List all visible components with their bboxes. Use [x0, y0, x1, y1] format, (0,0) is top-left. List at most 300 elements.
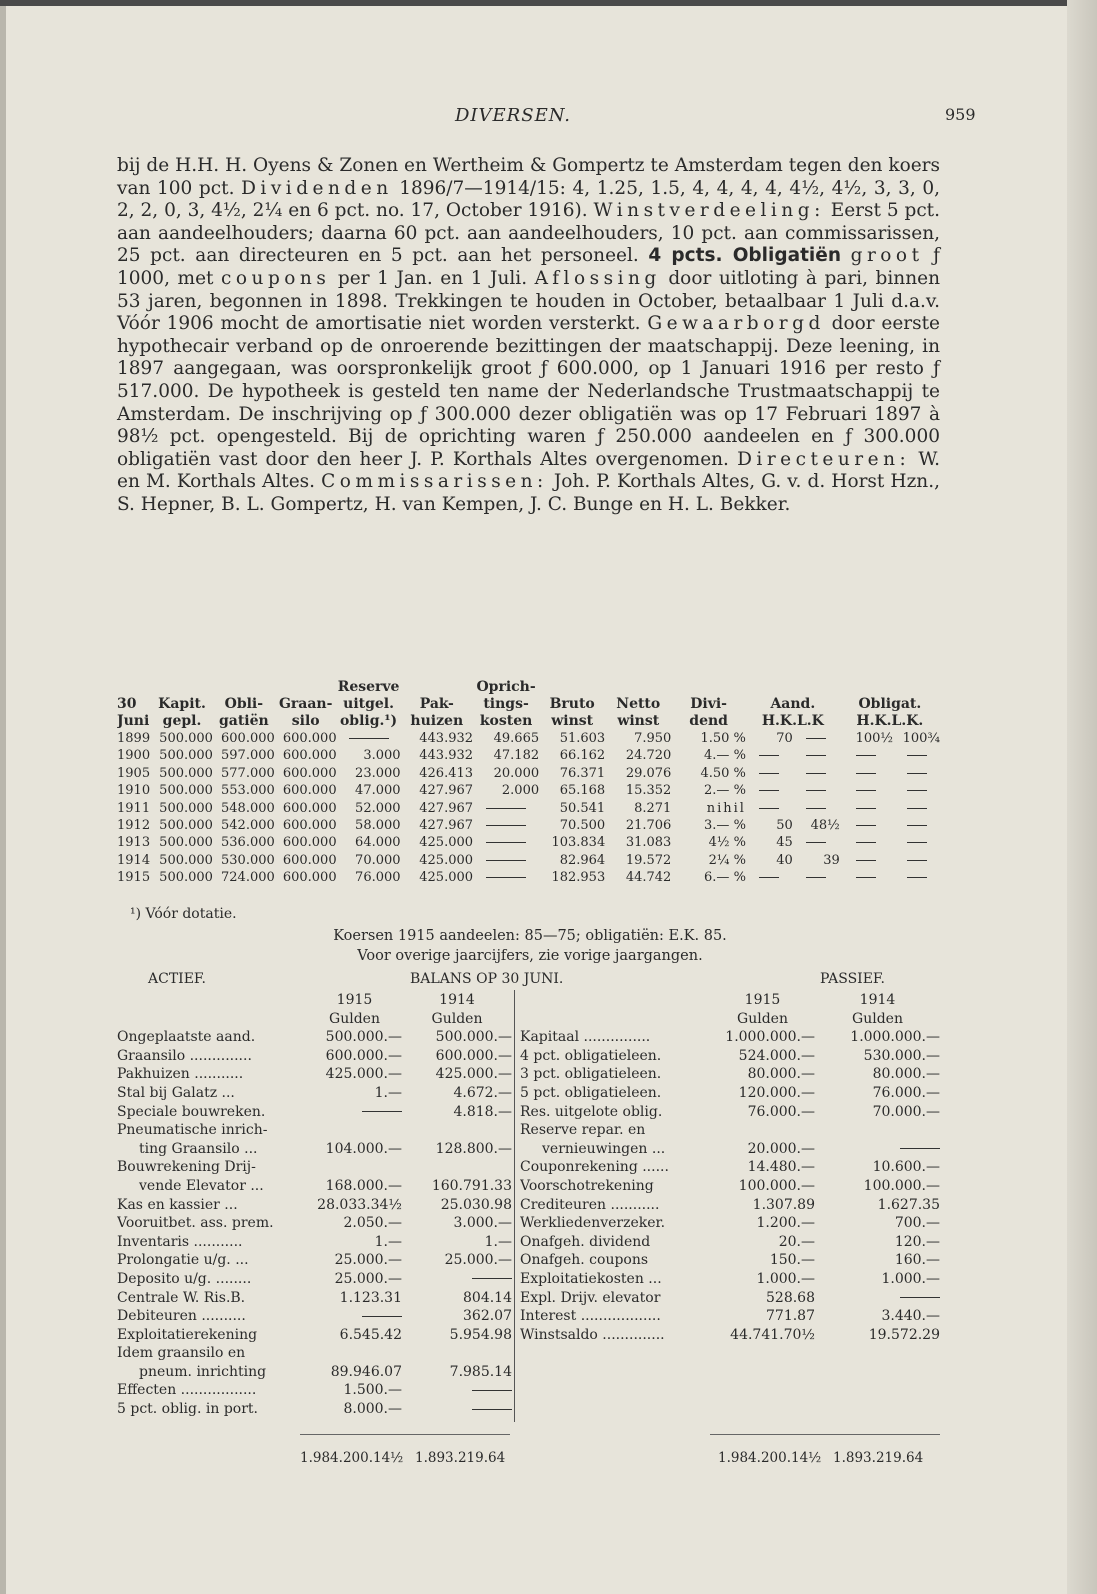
dash-rule — [806, 877, 826, 878]
stats-cell — [893, 800, 940, 817]
stats-cell: 1914 — [117, 852, 151, 868]
passief-item-label: Res. uitgelote oblig. — [520, 1103, 663, 1120]
stats-cell: 1915 — [117, 870, 151, 886]
stats-cell: 427.967 — [419, 783, 474, 799]
stats-cell: 425.000 — [419, 870, 474, 886]
passief-value — [815, 1140, 940, 1159]
stats-cell: 600.000 — [282, 870, 337, 886]
actief-value: 25.000.— — [444, 1252, 512, 1269]
actief-row — [117, 1363, 512, 1382]
text-run: door uitloting à pari, binnen 53 jaren, begonnen in 1898. Trekkingen te houden in October, betaalbaar 1 Juli d.a.v. Vóór 1906 mocht de amortisatie niet worden versterkt. — [117, 267, 940, 335]
koersen-note: Koersen 1915 aandeelen: 85—75; obligatiën: E.K. 85. — [333, 928, 727, 944]
dash-rule — [907, 842, 927, 843]
actief-value: 1.— — [374, 1084, 402, 1101]
stats-cell: 577.000 — [221, 765, 275, 781]
stats-cell — [840, 852, 893, 869]
stats-cell: 2.000 — [501, 783, 540, 799]
dash-rule — [806, 755, 826, 756]
stats-cell: 1912 — [117, 818, 151, 834]
stats-header-cell: dend — [689, 713, 728, 729]
stats-cell: 443.932 — [419, 748, 474, 764]
passief-value: 120.— — [894, 1233, 940, 1250]
stats-header-cell: H.K.L.K. — [856, 713, 924, 729]
passief-item-label: Winstsaldo .............. — [520, 1326, 665, 1343]
stats-cell: 1900 — [117, 748, 151, 764]
stats-header-cell: tings- — [483, 696, 529, 712]
stats-cell: 600.000 — [282, 835, 337, 851]
stats-cell — [893, 747, 940, 764]
stats-header-cell: Netto — [616, 696, 661, 712]
stats-cell: 2.— % — [704, 783, 746, 799]
stats-cell: 1.50 % — [700, 731, 746, 746]
actief-row — [117, 1177, 512, 1196]
stats-cell — [473, 817, 539, 834]
passief-item-label: 3 pct. obligatieleen. — [520, 1066, 662, 1083]
stats-header-cell: Graan- — [278, 696, 333, 712]
actief-item-label: Stal bij Galatz ... — [117, 1084, 235, 1101]
actief-label: ACTIEF. — [148, 971, 206, 987]
stats-cell: 600.000 — [282, 748, 337, 764]
stats-cell: 70.000 — [355, 852, 401, 868]
stats-cell: 44.742 — [625, 870, 672, 886]
stats-header-cell — [840, 679, 940, 696]
stats-cell: 100½ — [855, 731, 894, 746]
stats-cell: 427.967 — [419, 818, 474, 834]
stats-cell: 500.000 — [159, 800, 213, 816]
running-head — [0, 105, 1097, 129]
passief-value: 20.000.— — [747, 1140, 815, 1157]
stats-header-cell — [605, 679, 671, 696]
passief-item-label: Expl. Drijv. elevator — [520, 1289, 661, 1306]
dash-rule — [486, 877, 526, 878]
actief-item-label: ting Graansilo ... — [139, 1140, 258, 1157]
stats-cell: 76.000 — [355, 870, 401, 886]
stats-cell: 8.271 — [634, 800, 672, 816]
stats-row — [117, 817, 940, 834]
dash-rule — [856, 825, 876, 826]
stats-cell: 1899 — [117, 731, 151, 746]
dash-rule — [759, 877, 779, 878]
year-header: 1914 — [439, 992, 475, 1008]
passief-value: 44.741.70½ — [730, 1326, 815, 1343]
dash-rule — [856, 842, 876, 843]
passief-value: 100.000.— — [863, 1177, 940, 1194]
actief-row — [117, 1307, 512, 1326]
passief-item-label: Exploitatiekosten ... — [520, 1270, 662, 1287]
stats-cell: 182.953 — [551, 870, 606, 886]
stats-header-cell — [275, 679, 337, 696]
actief-row — [117, 1140, 512, 1159]
stats-cell: 50 — [776, 818, 793, 834]
dash-rule — [806, 738, 826, 739]
stats-cell — [840, 747, 893, 764]
stats-cell: 52.000 — [355, 800, 401, 816]
actief-item-label: Ongeplaatste aand. — [117, 1029, 256, 1046]
stats-cell — [840, 800, 893, 817]
dash-rule — [856, 877, 876, 878]
dash-rule — [759, 755, 779, 756]
stats-cell: 600.000 — [282, 818, 337, 834]
actief-item-label: Bouwrekening Drij- — [117, 1159, 256, 1176]
passief-row — [520, 1084, 940, 1103]
stats-header-cell: Obligat. — [858, 696, 922, 712]
stats-cell: 553.000 — [221, 783, 275, 799]
passief-label: PASSIEF. — [820, 971, 885, 987]
stats-cell: 425.000 — [419, 835, 474, 851]
actief-row — [117, 1270, 512, 1289]
footnote: ¹) Vóór dotatie. — [130, 906, 237, 922]
passief-value: 80.000.— — [747, 1066, 815, 1083]
stats-header-cell: Pak- — [419, 696, 454, 712]
text-run: W. en M. Korthals Altes. — [117, 448, 941, 493]
actief-value: 8.000.— — [343, 1401, 402, 1418]
passief-row — [520, 1307, 940, 1326]
stats-cell: 70.500 — [559, 818, 606, 834]
actief-value — [402, 1121, 512, 1140]
statistics-table — [117, 679, 940, 887]
passief-value: 14.480.— — [747, 1159, 815, 1176]
stats-cell — [746, 782, 793, 799]
actief-row — [117, 1103, 512, 1122]
text-run: door eerste hypothecair verband op de onroerende bezittingen der maatschappij. Deze leening, in 1897 aangegaan, was oorspronkelijk groot ƒ 600.000, op 1 Januari 1916 per resto ƒ 517.000. De hypotheek is gesteld ten name der Nederlandsche Trustmaatschappij te Amsterdam. De inschrijving op ƒ 300.000 dezer obligatiën was op 17 Februari 1897 à 98½ pct. opengesteld. Bij de oprichting waren ƒ 250.000 aandeelen en ƒ 300.000 obligatiën vast door den heer J. P. Korthals Altes overgenomen. — [117, 313, 940, 470]
passief-value: 1.307.89 — [752, 1196, 815, 1213]
actief-value — [402, 1381, 512, 1400]
passief-item-label: Onafgeh. coupons — [520, 1252, 649, 1269]
text-run: Eerst 5 pct. aan aandeelhouders; daarna 60 pct. aan aandeelhouders, 10 pct. aan commissarissen, 25 pct. aan directeuren en 5 pct. aan het personeel. — [117, 200, 940, 267]
stats-cell: 15.352 — [625, 783, 672, 799]
dash-rule — [907, 877, 927, 878]
passief-unit-row — [520, 1010, 940, 1029]
stats-header-cell: Juni — [117, 713, 150, 729]
keyword-directeuren: Directeuren: — [737, 448, 911, 470]
stats-cell — [337, 730, 401, 747]
text-run: ƒ 1000, met — [117, 245, 940, 289]
stats-cell — [793, 834, 840, 851]
keyword-commissarissen: Commissarissen: — [321, 471, 548, 493]
passief-item-label: Interest .................. — [520, 1308, 661, 1325]
dash-rule — [362, 1111, 402, 1112]
passief-value: 150.— — [769, 1252, 815, 1269]
actief-value: 25.000.— — [334, 1270, 402, 1287]
dash-rule — [900, 1297, 940, 1298]
passief-value: 160.— — [894, 1252, 940, 1269]
actief-row — [117, 1289, 512, 1308]
stats-cell — [893, 834, 940, 851]
actief-item-label: 5 pct. oblig. in port. — [117, 1401, 258, 1418]
stats-cell: 426.413 — [419, 765, 474, 781]
actief-value: 25.000.— — [334, 1252, 402, 1269]
stats-cell — [473, 834, 539, 851]
dash-rule — [472, 1278, 512, 1279]
stats-header-cell: winst — [551, 713, 594, 729]
passief-value: 120.000.— — [738, 1084, 815, 1101]
unit-header: Gulden — [431, 1010, 483, 1027]
actief-item-label: Pakhuizen ........... — [117, 1066, 244, 1083]
actief-value: 168.000.— — [325, 1177, 402, 1194]
passief-row — [520, 1326, 940, 1345]
stats-cell: 47.182 — [493, 748, 540, 764]
actief-value: 500.000.— — [435, 1029, 512, 1046]
actief-value: 104.000.— — [325, 1140, 402, 1157]
passief-item-label: vernieuwingen ... — [542, 1140, 666, 1157]
stats-cell: 29.076 — [625, 765, 672, 781]
stats-cell: 1911 — [117, 800, 151, 816]
stats-cell — [893, 817, 940, 834]
stats-cell: 3.— % — [704, 818, 746, 834]
stats-cell: 3.000 — [363, 748, 401, 764]
actief-value: 128.800.— — [435, 1140, 512, 1157]
stats-header-cell — [401, 679, 473, 696]
dash-rule — [856, 755, 876, 756]
passief-row — [520, 1233, 940, 1252]
actief-item-label: Speciale bouwreken. — [117, 1103, 266, 1120]
stats-header-cell: uitgel. — [343, 696, 394, 712]
stats-cell: 82.964 — [559, 852, 606, 868]
passief-value: 20.— — [778, 1233, 815, 1250]
actief-item-label: pneum. inrichting — [139, 1363, 267, 1380]
stats-cell: 64.000 — [355, 835, 401, 851]
stats-header-cell: Oprich- — [476, 679, 536, 695]
passief-value: 771.87 — [766, 1308, 815, 1325]
stats-cell — [793, 782, 840, 799]
stats-cell: 58.000 — [355, 818, 401, 834]
actief-item-label: Pneumatische inrich- — [117, 1122, 268, 1139]
stats-cell — [746, 800, 793, 817]
dash-rule — [486, 808, 526, 809]
stats-cell: 20.000 — [493, 765, 540, 781]
stats-cell — [746, 869, 793, 886]
actief-value — [307, 1103, 402, 1122]
passief-item-label: Crediteuren ........... — [520, 1196, 660, 1213]
actief-value: 804.14 — [463, 1289, 512, 1306]
dash-rule — [806, 790, 826, 791]
actief-row — [117, 1344, 512, 1363]
actief-item-label: Idem graansilo en — [117, 1345, 246, 1362]
dash-rule — [472, 1409, 512, 1410]
stats-cell: 600.000 — [282, 800, 337, 816]
stats-cell: 500.000 — [159, 870, 213, 886]
stats-cell — [893, 869, 940, 886]
stats-cell: 500.000 — [159, 818, 213, 834]
stats-cell — [893, 765, 940, 782]
actief-value: 5.954.98 — [449, 1326, 512, 1343]
passief-row — [520, 1121, 940, 1140]
actief-value: 1.500.— — [343, 1382, 402, 1399]
stats-header-cell — [746, 679, 840, 696]
passief-column — [520, 991, 940, 1344]
stats-cell: 40 — [776, 852, 793, 868]
passief-value — [815, 1121, 940, 1140]
stats-header-cell: winst — [617, 713, 660, 729]
scan-right-edge — [1067, 0, 1097, 1594]
passief-row — [520, 1158, 940, 1177]
actief-year-row — [117, 991, 512, 1010]
passief-item-label: Couponrekening ...... — [520, 1159, 669, 1176]
passief-item-label: Werkliedenverzeker. — [520, 1215, 666, 1232]
dash-rule — [907, 808, 927, 809]
dash-rule — [806, 808, 826, 809]
actief-value — [307, 1158, 402, 1177]
passief-value: 80.000.— — [872, 1066, 940, 1083]
stats-cell: 24.720 — [625, 748, 672, 764]
stats-cell: 103.834 — [551, 835, 606, 851]
passief-value: 1.200.— — [756, 1215, 815, 1232]
stats-row — [117, 800, 940, 817]
passief-value: 10.600.— — [872, 1159, 940, 1176]
dash-rule — [486, 860, 526, 861]
passief-total-rule — [710, 1434, 940, 1435]
actief-item-label: Effecten ................. — [117, 1382, 257, 1399]
actief-row — [117, 1326, 512, 1345]
stats-cell: 1905 — [117, 765, 151, 781]
keyword-dividenden: Dividenden — [241, 177, 393, 199]
stats-header-cell: H.K.L.K — [761, 713, 824, 729]
stats-row — [117, 852, 940, 869]
stats-cell: 597.000 — [221, 748, 275, 764]
actief-value — [402, 1400, 512, 1419]
stats-cell: 500.000 — [159, 783, 213, 799]
stats-cell — [893, 852, 940, 869]
stats-cell: 600.000 — [282, 731, 337, 746]
actief-value — [307, 1307, 402, 1326]
actief-value: 1.— — [374, 1233, 402, 1250]
dash-rule — [759, 808, 779, 809]
stats-cell — [473, 869, 539, 886]
stats-cell: 45 — [776, 835, 793, 851]
passief-row — [520, 1289, 940, 1308]
actief-item-label: Prolongatie u/g. ... — [117, 1252, 249, 1269]
passief-row — [520, 1065, 940, 1084]
passief-value: 1.000.000.— — [725, 1029, 815, 1046]
stats-cell: 425.000 — [419, 852, 474, 868]
actief-item-label: Centrale W. Ris.B. — [117, 1289, 246, 1306]
passief-value: 76.000.— — [747, 1103, 815, 1120]
actief-value: 362.07 — [463, 1308, 512, 1325]
stats-cell: 4.50 % — [700, 765, 746, 781]
stats-row — [117, 765, 940, 782]
dash-rule — [486, 825, 526, 826]
actief-row — [117, 1047, 512, 1066]
keyword-obligatien: 4 pcts. Obligatiën — [648, 245, 841, 267]
stats-header-row — [117, 679, 940, 696]
dash-rule — [759, 790, 779, 791]
stats-cell — [840, 834, 893, 851]
stats-cell: nihil — [706, 800, 746, 816]
unit-header: Gulden — [329, 1010, 380, 1027]
stats-cell: 500.000 — [159, 731, 213, 746]
actief-value: 500.000.— — [325, 1029, 402, 1046]
passief-item-label: Kapitaal ............... — [520, 1029, 651, 1046]
stats-row — [117, 730, 940, 747]
actief-item-label: Deposito u/g. ........ — [117, 1270, 252, 1287]
blank-cell — [520, 1010, 710, 1029]
actief-item-label: Exploitatierekening — [117, 1326, 258, 1343]
text-run: bij de H.H. H. Oyens & Zonen en Wertheim & Gompertz te Amsterdam tegen den koers van 100 pct. — [117, 155, 940, 199]
passief-value: 1.000.000.— — [850, 1029, 940, 1046]
passief-value: 530.000.— — [863, 1047, 940, 1064]
keyword-groot: groot — [850, 245, 924, 267]
stats-cell: 500.000 — [159, 748, 213, 764]
stats-cell: 600.000 — [282, 765, 337, 781]
passief-row — [520, 1177, 940, 1196]
dash-rule — [907, 755, 927, 756]
stats-header-cell — [213, 679, 275, 696]
passief-total-1915: 1.984.200.14½ — [718, 1450, 822, 1466]
stats-cell: 600.000 — [282, 852, 337, 868]
stats-header-cell: Obli- — [224, 696, 264, 712]
stats-cell: 47.000 — [355, 783, 401, 799]
dash-rule — [907, 825, 927, 826]
passief-row — [520, 1270, 940, 1289]
stats-header-cell: Kapit. — [158, 696, 206, 712]
actief-item-label: Graansilo .............. — [117, 1047, 252, 1064]
keyword-gewaarborgd: Gewaarborgd — [647, 313, 825, 335]
page-number: 959 — [945, 105, 976, 124]
passief-value: 100.000.— — [738, 1177, 815, 1194]
stats-cell: 600.000 — [221, 731, 275, 746]
actief-item-label: Vooruitbet. ass. prem. — [117, 1215, 274, 1232]
actief-value: 1.— — [484, 1233, 512, 1250]
actief-row — [117, 1121, 512, 1140]
actief-row — [117, 1158, 512, 1177]
dash-rule — [759, 773, 779, 774]
stats-cell: 500.000 — [159, 852, 213, 868]
passief-value: 1.627.35 — [877, 1196, 940, 1213]
blank-cell — [117, 991, 307, 1010]
passief-value — [815, 1289, 940, 1308]
balance-divider — [514, 990, 515, 1422]
actief-value: 2.050.— — [343, 1215, 402, 1232]
stats-cell: 427.967 — [419, 800, 474, 816]
stats-header-cell: Divi- — [690, 696, 727, 712]
year-header: 1915 — [744, 992, 781, 1008]
scan-top-edge — [0, 0, 1097, 6]
passief-value: 3.440.— — [881, 1308, 940, 1325]
passief-row — [520, 1047, 940, 1066]
stats-cell: 443.932 — [419, 731, 474, 746]
section-title: DIVERSEN. — [455, 105, 572, 126]
stats-cell — [793, 730, 840, 747]
blank-cell — [520, 991, 710, 1010]
stats-cell — [793, 869, 840, 886]
stats-header-cell — [671, 679, 746, 696]
actief-total-rule — [300, 1434, 510, 1435]
actief-value — [307, 1344, 402, 1363]
actief-value: 425.000.— — [325, 1066, 402, 1083]
actief-total-1915: 1.984.200.14½ — [300, 1450, 404, 1466]
stats-header-cell: silo — [291, 713, 320, 729]
stats-cell — [840, 782, 893, 799]
stats-cell: 65.168 — [559, 783, 606, 799]
dash-rule — [349, 738, 389, 739]
passief-value: 70.000.— — [872, 1103, 940, 1120]
stats-row — [117, 747, 940, 764]
dash-rule — [806, 773, 826, 774]
keyword-aflossing: Aflossing — [534, 267, 661, 289]
stats-cell: 100¾ — [902, 731, 940, 746]
stats-header-cell: 30 — [117, 696, 137, 712]
actief-value — [307, 1121, 402, 1140]
stats-header-cell: Aand. — [770, 696, 816, 712]
passief-value: 1.000.— — [756, 1270, 815, 1287]
stats-cell: 23.000 — [355, 765, 401, 781]
actief-value: 4.818.— — [453, 1103, 512, 1120]
text-run: per 1 Jan. en 1 Juli. — [330, 267, 535, 289]
stats-cell: 48½ — [810, 818, 840, 834]
stats-cell — [793, 765, 840, 782]
stats-cell: 4.— % — [704, 748, 746, 764]
stats-cell: 6.— % — [704, 870, 746, 886]
